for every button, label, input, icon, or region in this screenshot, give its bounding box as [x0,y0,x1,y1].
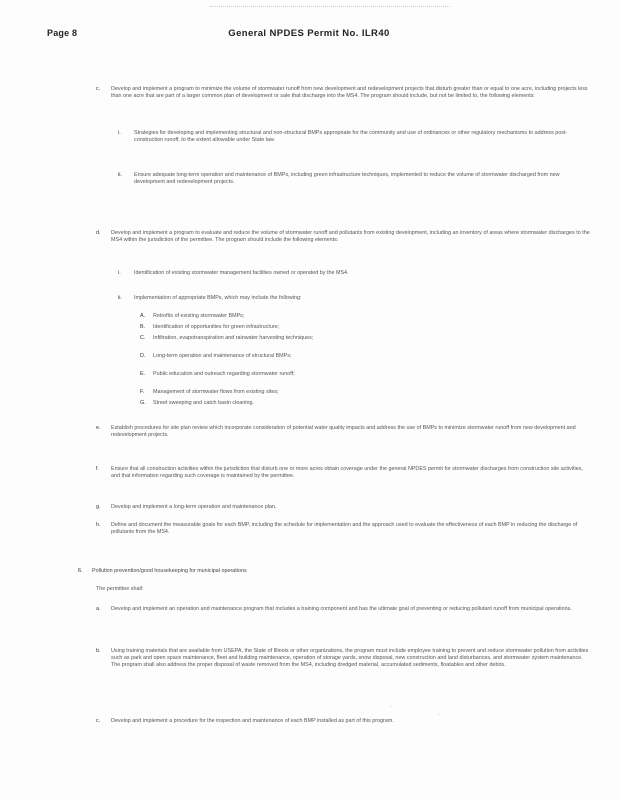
item-marker: a. [96,606,101,612]
item-marker: h. [96,522,101,528]
item-marker: ii. [118,295,122,301]
item-text: Strategies for developing and implementing structural and non-structural BMPs appropriate for the community and use of ordinances or other regulatory mechanisms to address post-construction runoff, to the extent allowable under State law. [134,130,568,144]
item-text: The permittee shall: [96,586,144,592]
item-text: Identification of opportunities for green infrastructure; [153,324,280,330]
section-6-heading [78,568,498,576]
item-marker: c. [96,718,101,724]
item-marker: b. [96,648,101,654]
scan-artifact [210,6,450,11]
list-item-h [96,522,590,544]
list-item-c-i [118,130,590,152]
item-text: Develop and implement a program to evaluate and reduce the volume of stormwater runoff and pollutants from existing development, including an inventory of areas where stormwater discharges to the MS4 within the jurisdiction of the permittee. The program should include the following elements: [111,230,590,244]
item-marker: i. [118,130,121,136]
item-text: Public education and outreach regarding stormwater runoff; [153,371,295,377]
permit-title: General NPDES Permit No. ILR40 [228,28,390,39]
list-item-g [96,504,590,512]
item-marker: D. [140,353,146,359]
list-item-e [96,425,590,447]
item-marker: A. [140,313,146,319]
item-marker: C. [140,335,146,341]
list-item-d-ii-C [140,335,440,350]
item-marker: G. [140,400,146,406]
list-item-d [96,230,590,259]
list-item-d-ii-F [140,389,440,397]
page-header [0,28,618,44]
list-item-f [96,466,590,488]
list-item-d-ii-B [140,324,440,332]
item-text: Pollution prevention/good housekeeping for municipal operations [92,568,247,574]
item-marker: 6. [78,568,83,574]
item-text: Ensure that all construction activities within the jurisdiction that disturb one or more acres obtain coverage under the general NPDES permit for stormwater discharges from construction site activities, and that information regarding such coverage is maintained by the permittee. [111,466,583,480]
item-text: Ensure adequate long-term operation and maintenance of BMPs, including green infrastructure techniques, implemented to reduce the volume of stormwater discharged from new development and redevelopment projects. [134,172,560,186]
item-text: Long-term operation and maintenance of structural BMPs; [153,353,292,359]
item-text: Develop and implement a procedure for the inspection and maintenance of each BMP installed as part of this program. [111,718,394,724]
item-text: Develop and implement an operation and maintenance program that includes a training component and has the ultimate goal of preventing or reducing pollutant runoff from municipal operations. [111,606,572,612]
item-marker: e. [96,425,101,431]
item-marker: E. [140,371,146,377]
item-text: Identification of existing stormwater management facilities owned or operated by the MS4. [134,270,349,276]
item-text: Street sweeping and catch basin cleaning. [153,400,254,406]
list-item-6c [96,718,590,726]
list-item-6b [96,648,590,698]
list-item-d-ii-D [140,353,440,368]
item-text: Implementation of appropriate BMPs, which may include the following: [134,295,302,301]
list-item-c [96,86,590,122]
item-marker: i. [118,270,121,276]
item-text: Develop and implement a long-term operation and maintenance plan. [111,504,277,510]
item-marker: g. [96,504,101,510]
item-marker: B. [140,324,146,330]
item-text: Management of stormwater flows from existing sites; [153,389,279,395]
item-text: Develop and implement a program to minimize the volume of stormwater runoff from new development and redevelopment projects that disturb greater than or equal to one acre, including projects less than one acre that are part of a larger common plan of development or sale that discharge into the MS4. The program should include, but not be limited to, the following elements: [111,86,588,100]
page-number: Page 8 [47,28,78,38]
item-text: Infiltration, evapotranspiration and rainwater harvesting techniques; [153,335,314,341]
scan-speck: · [438,712,440,718]
item-text: Retrofits of existing stormwater BMPs; [153,313,245,319]
list-item-d-ii-E [140,371,440,386]
item-text: Using training materials that are available from USEPA, the State of Illinois or other organizations, the program must include employee training to prevent and reduce stormwater pollution from activities such as park and open space maintenance, fleet and building maintenance, operation of storage yards, snow disposal, new construction and land disturbances, and stormwater system maintenance. The program shall also address the proper disposal of waste removed from the MS4, including dredged material, accumulated sediments, floatables and other debris. [111,648,589,669]
item-marker: F. [140,389,145,395]
scan-speck: · [390,704,392,710]
list-item-6a [96,606,590,628]
item-text: Establish procedures for site plan review which incorporate consideration of potential water quality impacts and address the use of BMPs to minimize stormwater runoff from new development and redevelopment projects. [111,425,576,439]
item-marker: c. [96,86,101,92]
list-item-d-ii [118,295,438,303]
section-6-intro [96,586,396,594]
list-item-c-ii [118,172,590,208]
item-marker: f. [96,466,99,472]
list-item-d-i [118,270,398,285]
item-marker: d. [96,230,101,236]
item-text: Define and document the measurable goals for each BMP, including the schedule for implementation and the approach used to evaluate the effectiveness of each BMP in reducing the discharge of pollutants from the MS4. [111,522,578,536]
list-item-d-ii-G [140,400,440,408]
item-marker: ii. [118,172,122,178]
list-item-d-ii-A [140,313,440,321]
